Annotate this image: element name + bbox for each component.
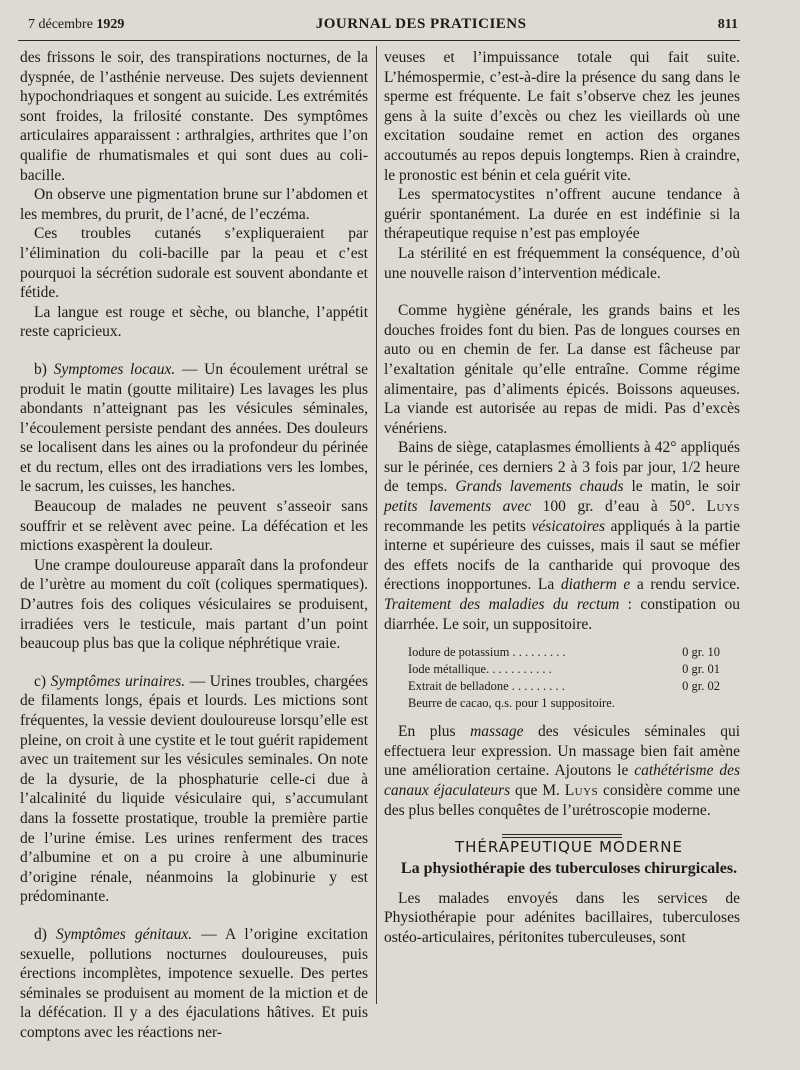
page-number: 811	[717, 17, 738, 32]
ingredient: Iode métallique. . . . . . . . . . .	[408, 662, 552, 677]
spacer	[384, 712, 740, 722]
text: — A l’origine excitation sexuelle, pollutions nocturnes douloureuses, puis érections incomplètes, impotence sexuelle. Des pertes séminales se produisent au moment de la miction et de la défécation. Il y a des éjaculations hâtives. Et puis comptons avec les réactions ner-	[20, 925, 369, 1041]
section-title: THÉRAPEUTIQUE MODERNE	[454, 838, 683, 857]
prescription	[408, 644, 720, 712]
massage-paragraph	[384, 722, 740, 820]
section-d	[20, 925, 368, 1043]
header-rule	[18, 40, 740, 41]
subheading: Symptômes génitaux.	[56, 925, 193, 943]
article-title: La physiothérapie des tuberculoses chirurgicales.	[400, 859, 738, 877]
prescription-note: Beurre de cacao, q.s. pour 1 suppositoire.	[408, 696, 615, 711]
text: : constipation ou diarrhée. Le soir, un suppositoire.	[384, 596, 741, 633]
journal-title: JOURNAL DES PRATICIENS	[315, 16, 527, 32]
label: c)	[34, 672, 47, 690]
text: Bains de siège, cataplasmes émollients à 42° appliqués sur le périnée, ces derniers 2 à 3 fois par jour, 1/2 heure de temps.	[384, 439, 740, 496]
column-divider	[376, 46, 377, 1004]
spacer	[384, 879, 740, 889]
prescription-row	[408, 661, 720, 678]
label: b)	[34, 360, 47, 378]
running-header	[28, 16, 738, 38]
left-column	[20, 48, 368, 1043]
paragraph: La stérilité en est fréquemment la conséquence, d’où une nouvelle raison d’intervention médicale.	[384, 244, 740, 282]
italic-text: diatherm e	[560, 576, 631, 594]
italic-text: massage	[470, 723, 524, 741]
spacer	[20, 342, 368, 360]
text: le matin, le soir	[623, 478, 741, 496]
italic-text: petits lavements avec	[384, 498, 532, 516]
paragraph: Comme hygiène générale, les grands bains et les douches froides font du bien. Pas de longues courses en auto ou en chemin de fer. La danse est fâcheuse par l’exaltation génitale qu’elle entraîne. Comme régime alimentaire, pas d’aliments épicés. Boissons aqueuses. La viande est autorisée au repas de midi. Pas d’excès vénériens.	[384, 302, 740, 437]
treatment-paragraph	[384, 438, 740, 634]
year-text: 1929	[96, 17, 125, 32]
paragraph: des frissons le soir, des transpirations nocturnes, de la dyspnée, de l’asthénie nerveuse. Des sujets deviennent hypochondriaques et songent au suicide. Les extrémités sont froides, la frilosité constante. Des symptômes articulaires apparaissent : arthralgies, arthrites que l’on qualifie de rhumatismales et qui sont dues au coli-bacille.	[20, 49, 368, 184]
dose: 0 gr. 10	[682, 645, 720, 660]
text: En plus	[398, 723, 471, 741]
ingredient: Extrait de belladone . . . . . . . . .	[408, 679, 565, 694]
subheading: Symptomes locaux.	[53, 360, 176, 378]
text: que M.	[510, 782, 565, 799]
ingredient: Iodure de potassium . . . . . . . . .	[408, 645, 566, 660]
text: des vésicules séminales qui effectuera leur expression. Un massage bien fait amène une amélioration certaine. Ajoutons le	[384, 723, 740, 780]
prescription-row	[408, 678, 720, 695]
italic-text: Grands lavements chauds	[455, 478, 624, 496]
author-name: Luys	[564, 782, 599, 799]
text: considère comme une des plus belles conquêtes de l’urétroscopie moderne.	[384, 782, 740, 819]
paragraph: Les spermatocystites n’offrent aucune tendance à guérir spontanément. La durée en est indéfinie si la thérapeutique requise n’est pas employée	[384, 186, 740, 243]
paragraph: On observe une pigmentation brune sur l’abdomen et les membres, du prurit, de l’acné, de l’eczéma.	[20, 186, 368, 223]
dose: 0 gr. 01	[682, 662, 720, 677]
section-b	[20, 360, 368, 497]
paragraph: La langue est rouge et sèche, ou blanche, l’appétit reste capricieux.	[20, 303, 368, 341]
separator-rule	[502, 834, 622, 835]
italic-text: cathétérisme des canaux éjaculateurs	[384, 762, 740, 799]
label: d)	[34, 925, 47, 943]
paragraph: veuses et l’impuissance totale qui fait suite. L’hémospermie, c’est-à-dire la présence du sang dans le sperme est fréquente. Le fait s’observe chez les jeunes gens à la suite d’excès ou chez les vieillards où une excitation soudaine remet en action des organes accoutumés au repos depuis longtemps. Rien à craindre, le pronostic est bénin et cela guérit vite.	[384, 49, 740, 184]
dose: 0 gr. 02	[682, 679, 720, 694]
paragraph: Ces troubles cutanés s’expliqueraient par l’élimination du coli-bacille par la peau et c’est pourquoi la sécrétion sudorale est souvent abondante et fétide.	[20, 225, 368, 302]
spacer	[384, 283, 740, 301]
paragraph: Une crampe douloureuse apparaît dans la profondeur de l’urètre au moment du coït (coliques spermatiques). D’autres fois des coliques vésiculaires se produisent, irradiées vers le testicule, mais partant d’un point beaucoup plus bas que la colique néphrétique vraie.	[20, 556, 368, 653]
text: appliqués à la partie interne et supérieure des cuisses, mais il saut se méfier des effets nocifs de la cantharide qui provoque des érections inopportunes. La	[384, 517, 740, 594]
subheading: Symptômes urinaires.	[50, 672, 186, 690]
italic-text: vésicatoires	[531, 517, 605, 535]
section-c	[20, 672, 368, 907]
text: recommande les petits	[384, 517, 532, 535]
date-text: 7 décembre	[28, 17, 93, 32]
right-column	[384, 48, 740, 948]
text: a rendu service.	[630, 576, 740, 594]
italic-text: Traitement des maladies du rectum	[384, 596, 620, 614]
text: — Urines troubles, chargées de filaments longs, épais et lourds. Les mictions sont fréquentes, la vessie devient douloureuse lorsqu’elle est pleine, on croit à une cystite et le tout guérit rapidement avec un traitement sur les vésicules seminales. On note de la dysurie, de la phosphaturie celle-ci due à l’alcalinité du liquide vésiculaire qui, s’accumulant dans la fossette prostatique, trouble la première partie de l’urine émise. Les urines renferment des traces d’albumine et on a pu croire à une albuminurie d’origine rénale, néanmoins la globinurie y est prédominante.	[20, 672, 369, 906]
issue-date	[28, 17, 124, 33]
text: — Un écoulement urétral se produit le matin (goutte militaire) Les lavages les plus abondants n’atteignant pas les vésicules séminales, l’écoulement persiste pendant des années. Des douleurs se localisent dans les aines ou la profondeur du périnée et du rectum, elles ont des irradiations vers les lombes, le sacrum, les cuisses, les hanches.	[20, 360, 368, 496]
spacer	[20, 907, 368, 925]
spacer	[20, 654, 368, 672]
spacer	[384, 634, 740, 644]
prescription-row	[408, 644, 720, 661]
paragraph: Les malades envoyés dans les services de Physiothérapie pour adénites bacillaires, tuberculoses ostéo-articulaires, péritonites tuberculeuses, sont	[384, 889, 740, 946]
author-name: Luys	[706, 498, 740, 516]
text: 100 gr. d’eau à 50°.	[531, 498, 707, 516]
paragraph: Beaucoup de malades ne peuvent s’asseoir sans souffrir et se relèvent avec peine. La défécation et les mictions exaspèrent la douleur.	[20, 498, 368, 555]
